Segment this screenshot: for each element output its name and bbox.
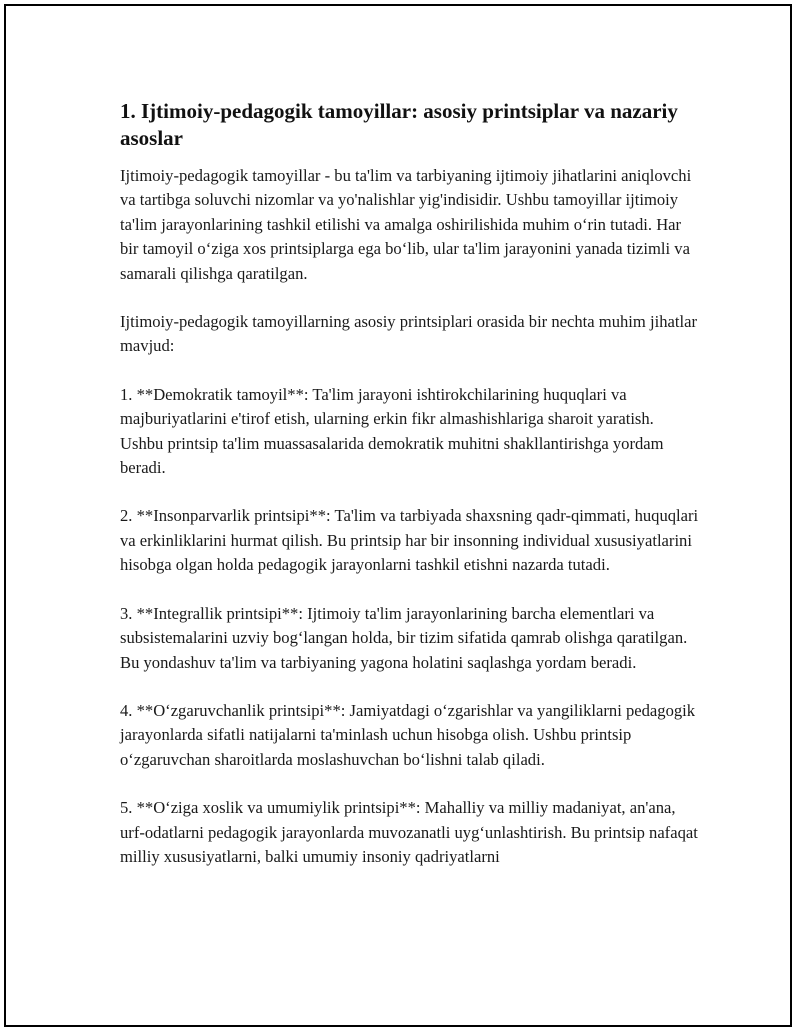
document-title: 1. Ijtimoiy-pedagogik tamoyillar: asosiy printsiplar va nazariy asoslar bbox=[120, 99, 678, 150]
document-content bbox=[120, 98, 700, 893]
paragraph-uniqueness-principle: 5. **O‘ziga xoslik va umumiylik printsipi**: Mahalliy va milliy madaniyat, an'ana, urf-odatlarni pedagogik jarayonlarda muvozanatli uyg‘unlashtirish. Bu printsip nafaqat milliy xususiyatlarni, balki umumiy insoniy qadriyatlarni bbox=[120, 798, 698, 866]
paragraph-humanism-principle: 2. **Insonparvarlik printsipi**: Ta'lim va tarbiyada shaxsning qadr-qimmati, huquqlari va erkinliklarini hurmat qilish. Bu printsip har bir insonning individual xususiyatlarini hisobga olgan holda pedagogik jarayonlarni tashkil etishni nazarda tutadi. bbox=[120, 506, 699, 575]
paragraph-democratic-principle: 1. **Demokratik tamoyil**: Ta'lim jarayoni ishtirokchilarining huquqlari va majburiyatlarini e'tirof etish, ularning erkin fikr almashishlariga sharoit yaratish. Ushbu printsip ta'lim muassasalarida demokratik muhitni shakllantirishga yordam beradi. bbox=[120, 384, 664, 478]
paragraph-intro: Ijtimoiy-pedagogik tamoyillar - bu ta'lim va tarbiyaning ijtimoiy jihatlarini aniqlovchi va tartibga soluvchi nizomlar va yo'nalishlar yig'indisidir. Ushbu tamoyillar ijtimoiy ta'lim jarayonlarining tashkil etilishi va amalga oshirilishida muhim o‘rin tutadi. Har bir tamoyil o‘ziga xos printsiplarga ega bo‘lib, ular ta'lim jarayonini yanada tizimli va samarali qilishga qaratilgan. bbox=[120, 166, 692, 283]
paragraph-integrality-principle: 3. **Integrallik printsipi**: Ijtimoiy ta'lim jarayonlarining barcha elementlari va subsistemalarini uzviy bog‘langan holda, bir tizim sifatida qamrab olishga qaratilgan. Bu yondashuv ta'lim va tarbiyaning yagona holatini saqlashga yordam beradi. bbox=[120, 603, 688, 672]
document-page bbox=[4, 4, 792, 1027]
paragraph-variability-principle: 4. **O‘zgaruvchanlik printsipi**: Jamiyatdagi o‘zgarishlar va yangiliklarni pedagogik jarayonlarda sifatli natijalarni ta'minlash uchun hisobga olish. Ushbu printsip o‘zgaruvchan sharoitlarda moslashuvchan bo‘lishni talab qiladi. bbox=[120, 700, 696, 769]
paragraph-principles-lead: Ijtimoiy-pedagogik tamoyillarning asosiy printsiplari orasida bir nechta muhim jihatlar mavjud: bbox=[120, 312, 697, 356]
